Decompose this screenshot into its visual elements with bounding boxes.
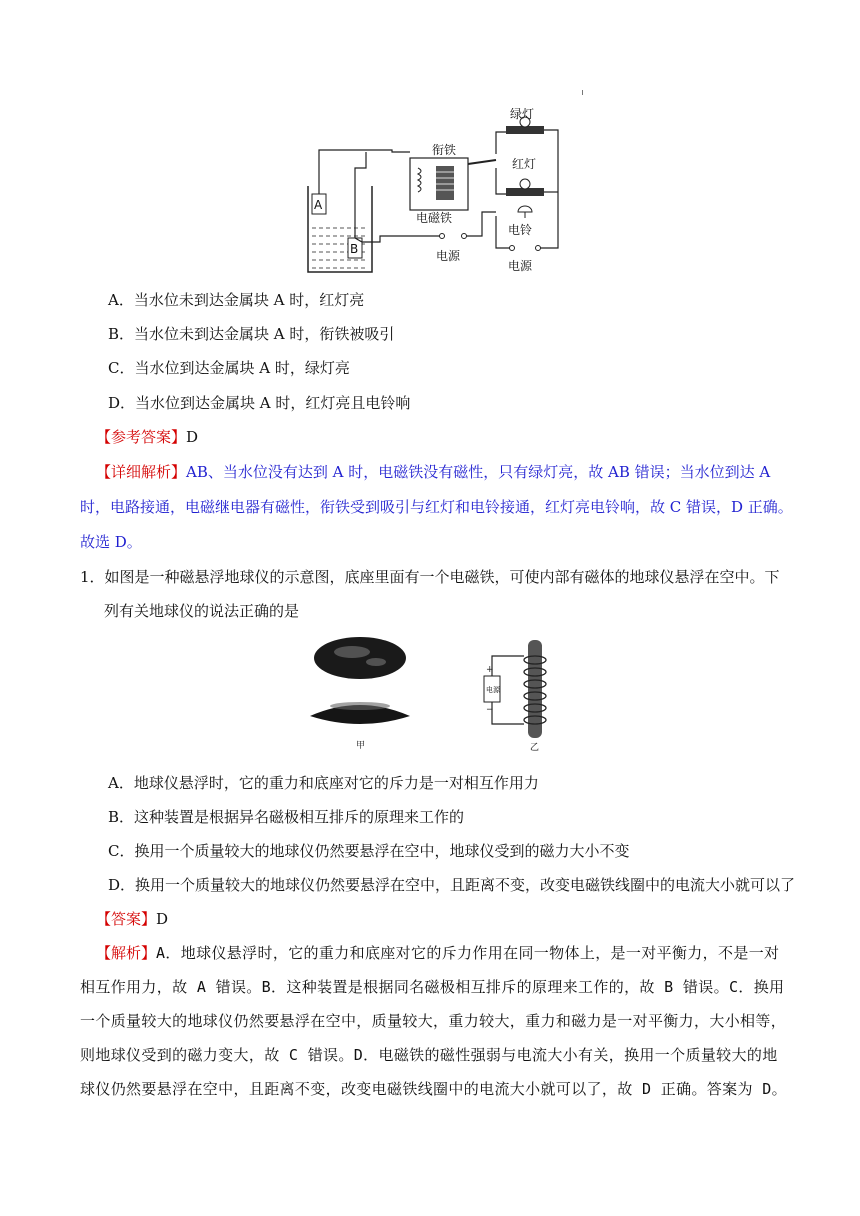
q1-option-b: B．这种装置是根据异名磁极相互排斥的原理来工作的 xyxy=(108,808,465,826)
q0-option-c: C．当水位到达金属块 A 时，绿灯亮 xyxy=(108,359,350,377)
q1-analysis-line-3: 一个质量较大的地球仪仍然要悬浮在空中，质量较大，重力较大，重力和磁力是一对平衡力，大小相等， xyxy=(80,1012,787,1030)
q1-stem-line-2: 列有关地球仪的说法正确的是 xyxy=(104,602,300,620)
q0-analysis-line-3: 故选 D。 xyxy=(80,533,142,551)
figure-left-label: 甲 xyxy=(356,741,366,751)
q1-analysis-line-4: 则地球仪受到的磁力变大，故 C 错误。D．电磁铁的磁性强弱与电流大小有关，换用一个质量较大的地 xyxy=(80,1046,778,1064)
q1-option-a: A．地球仪悬浮时，它的重力和底座对它的斥力是一对相互作用力 xyxy=(108,774,539,792)
armature-label: 衔铁 xyxy=(432,143,457,157)
q0-analysis-line-2: 时，电路接通，电磁继电器有磁性，衔铁受到吸引与红灯和电铃接通，红灯亮电铃响，故 C 错误，D 正确。 xyxy=(80,498,793,516)
page-mark xyxy=(582,90,583,95)
q1-option-d: D．换用一个质量较大的地球仪仍然要悬浮在空中，且距离不变，改变电磁铁线圈中的电流大小就可以了 xyxy=(108,876,796,894)
q1-stem-line-1 xyxy=(80,567,780,587)
red-light-label: 红灯 xyxy=(512,157,537,171)
q0-answer-tag: 【参考答案】 xyxy=(96,428,187,446)
q1-analysis-line-2: 相互作用力，故 A 错误。B．这种装置是根据同名磁极相互排斥的原理来工作的，故 B 错误。C．换用 xyxy=(80,978,785,996)
q1-analysis-line-5: 球仪仍然要悬浮在空中，且距离不变，改变电磁铁线圈中的电流大小就可以了，故 D 正确。答案为 D。 xyxy=(80,1080,787,1098)
q1-analysis-tag: 【解析】 xyxy=(96,944,157,962)
q0-option-a: A．当水位未到达金属块 A 时，红灯亮 xyxy=(108,291,365,309)
block-a-label: A xyxy=(314,198,323,212)
green-light-label: 绿灯 xyxy=(510,108,535,121)
svg-text:−: − xyxy=(486,705,494,715)
power-label: 电源 xyxy=(486,686,500,694)
q0-option-b: B．当水位未到达金属块 A 时，衔铁被吸引 xyxy=(108,325,395,343)
bell-label: 电铃 xyxy=(508,223,533,237)
q0-answer xyxy=(96,427,198,447)
q1-answer xyxy=(96,909,168,929)
q0-option-d: D．当水位到达金属块 A 时，红灯亮且电铃响 xyxy=(108,394,411,412)
q0-analysis-tag: 【详细解析】 xyxy=(96,463,187,481)
power2-label: 电源 xyxy=(508,259,533,273)
q1-stem-text-1: 如图是一种磁悬浮地球仪的示意图，底座里面有一个电磁铁，可使内部有磁体的地球仪悬浮在空中。下 xyxy=(104,568,780,586)
power1-label: 电源 xyxy=(436,249,461,263)
block-b-label: B xyxy=(350,242,359,256)
q0-answer-value: D xyxy=(186,428,199,446)
svg-text:+: + xyxy=(486,665,494,675)
q1-answer-tag: 【答案】 xyxy=(96,910,157,928)
q1-analysis-text-1: A．地球仪悬浮时，它的重力和底座对它的斥力作用在同一物体上，是一对平衡力，不是一对 xyxy=(156,944,780,962)
q1-number: 1． xyxy=(80,568,105,586)
electromagnet-label: 电磁铁 xyxy=(416,211,453,225)
q1-answer-value: D xyxy=(156,910,169,928)
maglev-globe-figure xyxy=(304,636,554,754)
q0-analysis-line-1 xyxy=(96,462,770,482)
circuit-diagram xyxy=(300,108,570,276)
q1-option-c: C．换用一个质量较大的地球仪仍然要悬浮在空中，地球仪受到的磁力大小不变 xyxy=(108,842,630,860)
figure-right-label: 乙 xyxy=(530,743,540,753)
q0-analysis-text-1: AB、当水位没有达到 A 时，电磁铁没有磁性，只有绿灯亮，故 AB 错误；当水位到达 A xyxy=(186,463,771,481)
q1-analysis-line-1 xyxy=(96,943,779,963)
